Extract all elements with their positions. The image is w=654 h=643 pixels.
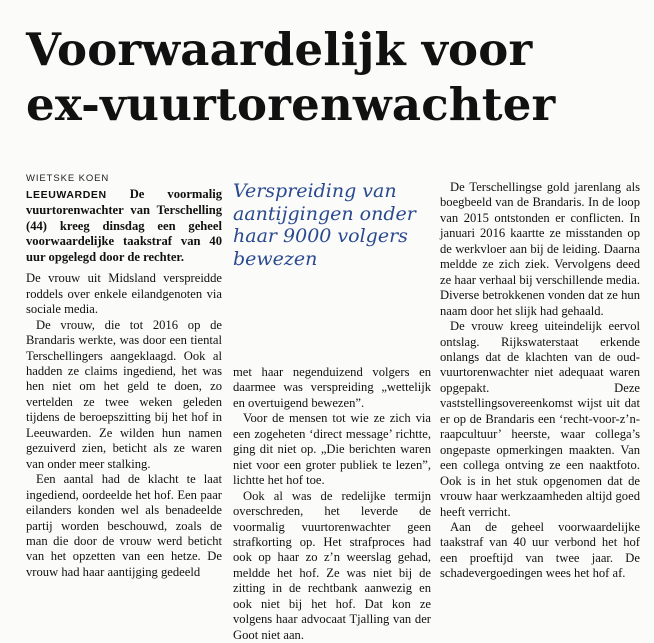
article-column-1 bbox=[26, 187, 222, 580]
headline-line-1: Voorwaardelijk voor bbox=[26, 23, 533, 76]
byline: WIETSKE KOEN bbox=[26, 173, 110, 184]
body-paragraph: Aan de geheel voorwaardelijke taakstraf van 40 uur verbond het hof een proeftijd van twee jaar. De schadevergoedingen wees het hof af. bbox=[440, 519, 640, 581]
body-paragraph: De vrouw, die tot 2016 op de Brandaris werkte, was door een tiental Terschellingers aangeklaagd. Ook al hadden ze claims ingediend, het was hen niet om het geld te doen, zo vertelden ze twee weken geleden tijdens de beroepszitting bij het hof in Leeuwarden. Ze wilden hun namen gezuiverd zien, beticht als ze waren van onder meer stalking. bbox=[26, 317, 222, 471]
body-paragraph: Een aantal had de klacht te laat ingediend, oordeelde het hof. Een paar eilanders konden wel als benadeelde partij worden beschouwd, zoals de man die door de vrouw werd beticht van het opzetten van een hetze. De vrouw had haar aantijging gedeeld bbox=[26, 472, 222, 579]
body-paragraph: met haar negenduizend volgers en daarmee was verspreiding „wettelijk en overtuigend bewezen”. bbox=[233, 365, 431, 410]
pull-quote: Verspreiding van aantijgingen onder haar 9000 volgers bewezen bbox=[233, 180, 416, 270]
body-paragraph: De vrouw uit Midsland verspreidde roddels over enkele eilandgenoten via sociale media. bbox=[26, 271, 222, 317]
headline-line-2: ex-vuurtorenwachter bbox=[26, 78, 556, 131]
body-paragraph: Ook al was de redelijke termijn overschreden, het leverde de voormalig vuurtorenwachter geen strafkorting op. Het strafproces had ook op haar zo z’n weerslag gehad, meldde het hof. Ze was niet bij de zitting in de rechtbank aanwezig en ook niet bij het hof. Dat kon ze volgens haar advocaat Tjalling van der Goot niet aan. bbox=[233, 488, 431, 642]
article-column-2 bbox=[233, 365, 431, 643]
body-paragraph: De Terschellingse gold jarenlang als boegbeeld van de Brandaris. In de loop van 2015 ontstonden er conflicten. In januari 2016 kaartte ze misstanden op de werkvloer aan bij de leiding. Daarna meldde ze zich ziek. Vervolgens deed ze haar verhaal bij verschillende media. Diverse betrokkenen vonden dat ze hun naam door het slijk had gehaald. bbox=[440, 180, 640, 318]
headline bbox=[26, 22, 646, 132]
intro-paragraph bbox=[26, 187, 222, 265]
body-paragraph: Voor de mensen tot wie ze zich via een zogeheten ‘direct message’ richtte, ging dit niet op. „Die berichten waren niet voor een groter publiek te lezen”, lichtte het hof toe. bbox=[233, 411, 431, 488]
body-paragraph: De vrouw kreeg uiteindelijk eervol ontslag. Rijkswaterstaat erkende onlangs dat de klachten van de oud-vuurtorenwachter niet adequaat waren opgepakt. Deze vaststellingsovereenkomst wijst uit dat er op de Brandaris een ‘recht-voor-z’n-raapcultuur’ heerste, waar collega’s ongepaste opmerkingen maakten. Van een collega ontving ze een naaktfoto. Ook is in het stuk opgenomen dat de vrouw haar werkzaamheden altijd goed heeft verricht. bbox=[440, 319, 640, 519]
dateline-location: LEEUWARDEN bbox=[26, 189, 107, 201]
intro-text: De voormalig vuurtorenwachter van Terschelling (44) kreeg dinsdag een geheel voorwaardelijke taakstraf van 40 uur opgelegd door de rechter. bbox=[26, 187, 222, 264]
article-column-3 bbox=[440, 180, 640, 582]
